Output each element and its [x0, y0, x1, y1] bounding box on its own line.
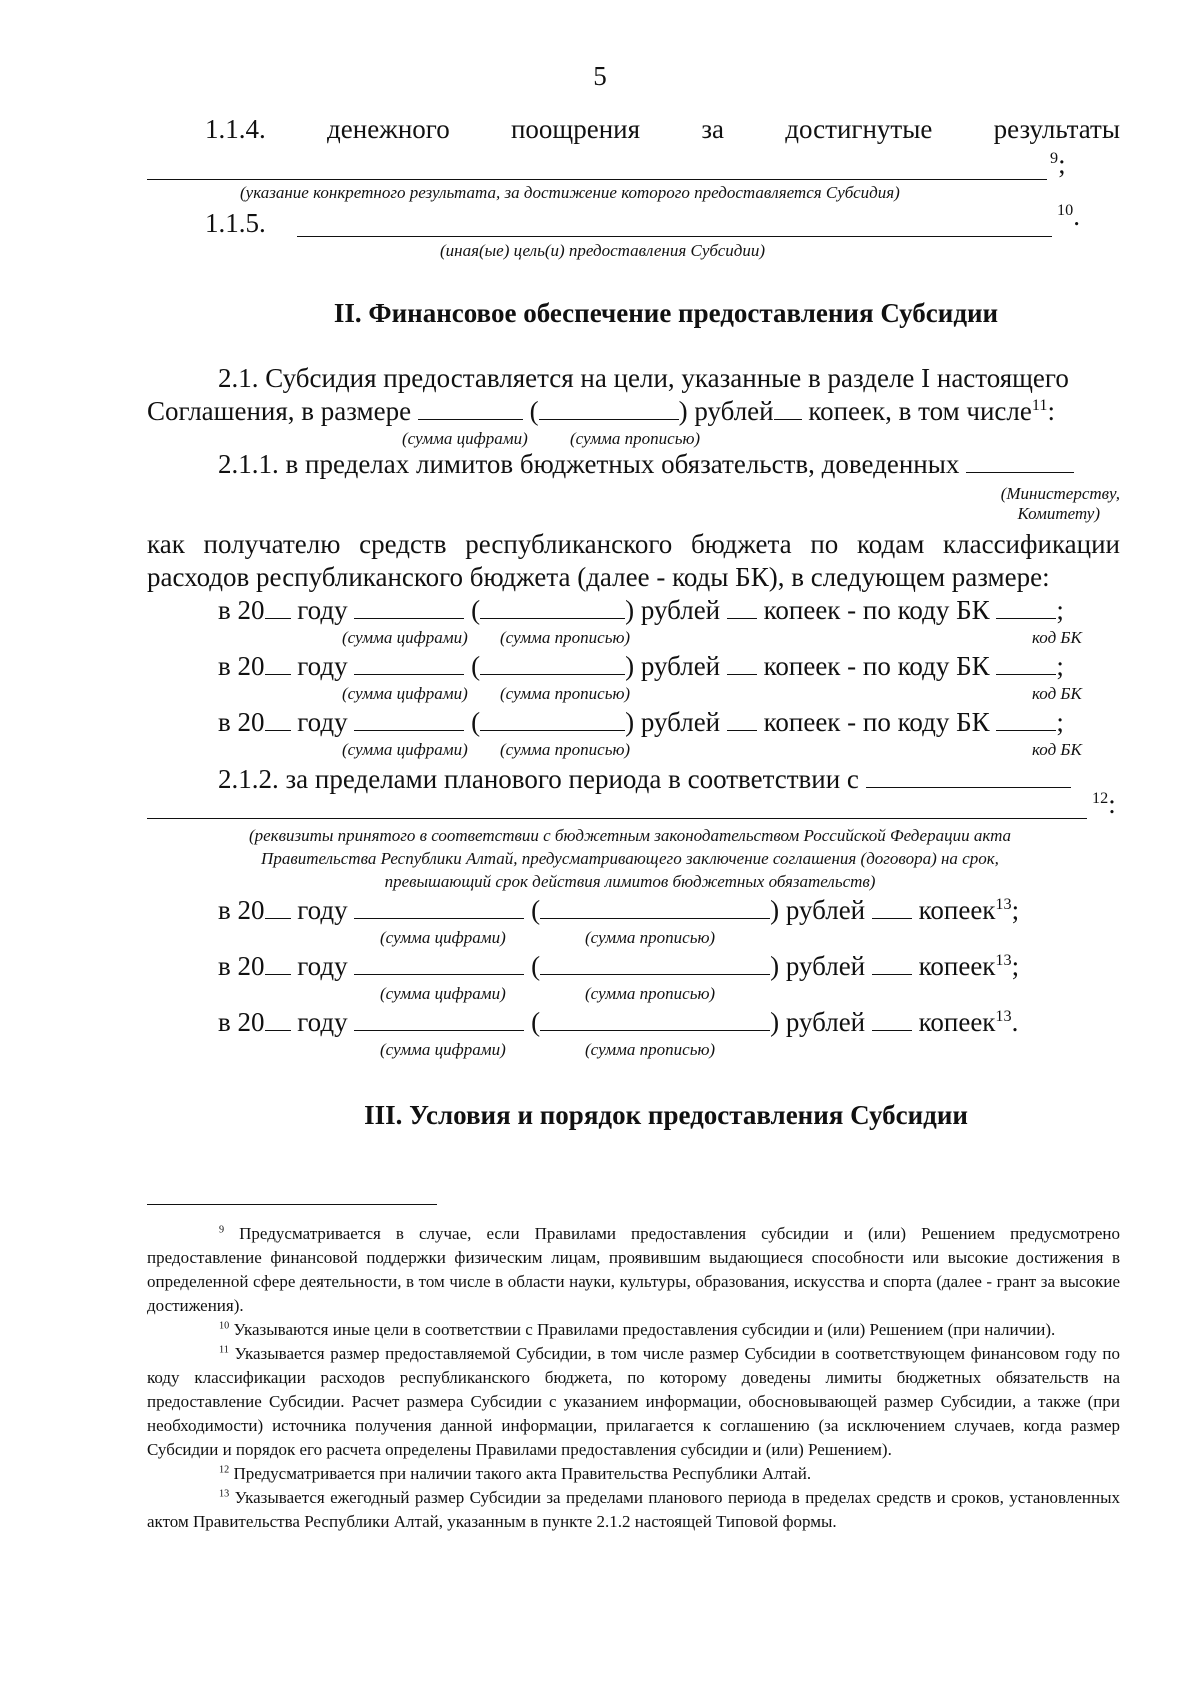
- superscript: 9: [1050, 149, 1059, 167]
- sum-digits-caption: (сумма цифрами): [342, 628, 468, 647]
- text: (: [531, 1007, 541, 1037]
- footnote-text: Предусматривается при наличии такого акта Правительства Республики Алтай.: [233, 1464, 812, 1483]
- punctuation: ;: [1056, 595, 1064, 625]
- text: году: [297, 1007, 348, 1037]
- punctuation: .: [1011, 1007, 1019, 1037]
- text: (: [471, 707, 481, 737]
- sum-words-blank: [540, 950, 770, 975]
- text: (: [531, 895, 541, 925]
- year-blank: [265, 894, 291, 919]
- sum-digits-caption: (сумма цифрами): [342, 684, 468, 703]
- footnote-11: [147, 1342, 1120, 1462]
- result-blank-line: [147, 179, 1047, 180]
- footnote-text: Указываются иные цели в соответствии с Правилами предоставления субсидии и (или) Решением (при наличии).: [233, 1320, 1056, 1339]
- text: (: [471, 595, 481, 625]
- bk-code-blank: [996, 594, 1056, 619]
- sum-digits-caption: (сумма цифрами): [380, 1040, 506, 1059]
- sum-words-caption: (сумма прописью): [585, 984, 716, 1003]
- section-3-title: III. Условия и порядок предоставления Субсидии: [364, 1100, 968, 1130]
- text: копеек, в том числе: [808, 396, 1032, 426]
- item-1-1-4-line: [205, 113, 1120, 145]
- text: ) рублей: [625, 595, 721, 625]
- text: в 20: [218, 595, 265, 625]
- punctuation: ;: [1011, 895, 1020, 925]
- text: в 20: [218, 895, 265, 925]
- year-row2-3: [218, 1006, 1018, 1038]
- sum-words-blank: [540, 1006, 770, 1031]
- footnote-number: 11: [219, 1344, 229, 1356]
- kopecks-blank: [727, 650, 757, 675]
- act-details-caption-1: (реквизиты принятого в соответствии с бюджетным законодательством Российской Федерации акта: [248, 826, 1012, 845]
- item-1-1-4-word: денежного: [327, 114, 450, 144]
- sum-words-blank: [480, 650, 625, 675]
- text: ) рублей: [770, 1007, 866, 1037]
- ministry-caption-1: (Министерству,: [1000, 484, 1120, 503]
- sum-digits-caption: (сумма цифрами): [402, 429, 528, 448]
- sum-words-blank: [540, 894, 770, 919]
- sum-words-caption: (сумма прописью): [585, 928, 716, 947]
- footnote-text: Предусматривается в случае, если Правилами предоставления субсидии и (или) Решением предусмотрено предоставление финансовой поддержки физическим лицам, проявившим выдающиеся способности или высокие достижения в определенной сфере деятельности, в том числе в области науки, культуры, образования, искусства и спорта (далее - грант за высокие достижения).: [147, 1224, 1121, 1315]
- kopecks-blank: [872, 1006, 912, 1031]
- p2-1-line2: [147, 395, 1055, 427]
- superscript: 13: [995, 951, 1012, 969]
- footnote-text: Указывается размер предоставляемой Субсидии, в том числе размер Субсидии в соответствующем финансовом году по коду классификации расходов республиканского бюджета, по которому доведены лимиты бюджетных обязательств на предоставление Субсидии. Расчет размера Субсидии с указанием информации, обосновывающей размер Субсидии, а также (при необходимости) источника получения данной информации, прилагается к соглашению (за исключением случаев, когда размер Субсидии и порядок его расчета определены Правилами предоставления субсидии и (или) Решением).: [147, 1344, 1120, 1459]
- footnote-ref-9: [1050, 148, 1066, 180]
- sum-digits-blank: [354, 594, 464, 619]
- text: (: [531, 951, 541, 981]
- year-row-1: [218, 594, 1064, 626]
- superscript: 10: [1057, 201, 1074, 219]
- p2-1-line1: 2.1. Субсидия предоставляется на цели, указанные в разделе I настоящего: [218, 363, 1069, 393]
- text: копеек: [918, 951, 996, 981]
- punctuation: :: [1108, 789, 1116, 819]
- item-1-1-4-word: достигнутые: [785, 114, 933, 144]
- sum-words-blank: [539, 395, 679, 420]
- footnote-separator: [147, 1204, 437, 1205]
- kopecks-blank: [774, 395, 802, 420]
- footnotes: [147, 1222, 1120, 1534]
- text: ) рублей: [625, 651, 721, 681]
- bk-code-caption: код БК: [1032, 628, 1082, 647]
- punctuation: :: [1047, 396, 1055, 426]
- item-1-1-4-word: результаты: [993, 114, 1120, 144]
- kopecks-blank: [872, 950, 912, 975]
- text: году: [297, 707, 348, 737]
- sum-words-caption: (сумма прописью): [500, 740, 631, 759]
- punctuation: ;: [1056, 707, 1064, 737]
- item-1-1-4-word: поощрения: [510, 114, 641, 144]
- superscript: 12: [1092, 789, 1109, 807]
- sum-digits-blank: [354, 894, 524, 919]
- sum-words-caption: (сумма прописью): [500, 684, 631, 703]
- text: ) рублей: [770, 895, 866, 925]
- text: в 20: [218, 1007, 265, 1037]
- sum-digits-blank: [354, 706, 464, 731]
- text: ) рублей: [770, 951, 866, 981]
- text: 2.1.2. за пределами планового периода в соответствии с: [218, 764, 859, 794]
- item-1-1-5-number: 1.1.5.: [205, 208, 266, 238]
- text: в 20: [218, 651, 265, 681]
- sum-digits-blank: [354, 950, 524, 975]
- act-details-blank: [866, 763, 1071, 788]
- act-details-caption-2: Правительства Республики Алтай, предусматривающего заключение соглашения (договора) на срок,: [261, 849, 999, 868]
- text: копеек - по коду БК: [763, 651, 990, 681]
- text: году: [297, 595, 348, 625]
- footnote-number: 13: [219, 1488, 230, 1500]
- other-goal-caption: (иная(ые) цель(и) предоставления Субсидии): [440, 241, 766, 260]
- p2-1-2-line1: [218, 763, 1071, 795]
- bk-code-caption: код БК: [1032, 684, 1082, 703]
- footnote-12: [147, 1462, 1120, 1486]
- year-row2-2: [218, 950, 1019, 982]
- kopecks-blank: [727, 594, 757, 619]
- text: копеек - по коду БК: [763, 707, 990, 737]
- item-1-1-4-word: за: [701, 114, 724, 144]
- sum-digits-blank: [354, 650, 464, 675]
- ministry-caption-2: Комитету): [1017, 504, 1100, 523]
- year-row-2: [218, 650, 1064, 682]
- text: (: [529, 396, 539, 426]
- text: копеек - по коду БК: [763, 595, 990, 625]
- footnote-text: Указывается ежегодный размер Субсидии за пределами планового периода в пределах средств и сроков, установленных актом Правительства Республики Алтай, указанным в пункте 2.1.2 настоящей Типовой формы.: [147, 1488, 1120, 1531]
- page-number: 5: [593, 61, 607, 91]
- sum-words-caption: (сумма прописью): [570, 429, 701, 448]
- sum-words-caption: (сумма прописью): [500, 628, 631, 647]
- text: (: [471, 651, 481, 681]
- sum-digits-caption: (сумма цифрами): [380, 928, 506, 947]
- year-row2-1: [218, 894, 1019, 926]
- footnote-9: [147, 1222, 1120, 1318]
- sum-words-blank: [480, 594, 625, 619]
- bk-code-blank: [996, 706, 1056, 731]
- text: в 20: [218, 707, 265, 737]
- sum-digits-caption: (сумма цифрами): [342, 740, 468, 759]
- text: копеек: [918, 1007, 996, 1037]
- p2-1-1-line3: расходов республиканского бюджета (далее - коды БК), в следующем размере:: [147, 562, 1050, 592]
- p2-1-1-line2: как получателю средств республиканского бюджета по кодам классификации: [147, 529, 1120, 559]
- text: копеек: [918, 895, 996, 925]
- punctuation: .: [1073, 201, 1080, 231]
- bk-code-blank: [996, 650, 1056, 675]
- year-blank: [265, 706, 291, 731]
- year-blank: [265, 1006, 291, 1031]
- footnote-13: [147, 1486, 1120, 1534]
- sum-digits-blank: [418, 395, 523, 420]
- footnote-number: 9: [219, 1224, 225, 1236]
- kopecks-blank: [727, 706, 757, 731]
- year-row-3: [218, 706, 1064, 738]
- year-blank: [265, 650, 291, 675]
- punctuation: ;: [1011, 951, 1020, 981]
- other-goal-blank-line: [297, 236, 1052, 237]
- text: 2.1.1. в пределах лимитов бюджетных обязательств, доведенных: [218, 449, 960, 479]
- item-1-1-4-number: 1.1.4.: [205, 114, 266, 144]
- p2-1-1-line1: [218, 448, 1074, 480]
- superscript: 13: [995, 1007, 1012, 1025]
- footnote-number: 12: [219, 1464, 230, 1476]
- footnote-ref-12: [1092, 788, 1116, 820]
- text: ) рублей: [678, 396, 774, 426]
- sum-digits-caption: (сумма цифрами): [380, 984, 506, 1003]
- text: Соглашения, в размере: [147, 396, 412, 426]
- footnote-ref-10: [1057, 200, 1080, 232]
- punctuation: ;: [1058, 149, 1066, 179]
- year-blank: [265, 594, 291, 619]
- act-details-blank-line: [147, 818, 1087, 819]
- text: году: [297, 895, 348, 925]
- act-details-caption-3: превышающий срок действия лимитов бюджетных обязательств): [384, 872, 876, 891]
- kopecks-blank: [872, 894, 912, 919]
- footnote-10: [147, 1318, 1120, 1342]
- sum-words-caption: (сумма прописью): [585, 1040, 716, 1059]
- text: в 20: [218, 951, 265, 981]
- text: году: [297, 951, 348, 981]
- text: ) рублей: [625, 707, 721, 737]
- year-blank: [265, 950, 291, 975]
- sum-digits-blank: [354, 1006, 524, 1031]
- sum-words-blank: [480, 706, 625, 731]
- punctuation: ;: [1056, 651, 1064, 681]
- bk-code-caption: код БК: [1032, 740, 1082, 759]
- text: году: [297, 651, 348, 681]
- superscript: 13: [995, 895, 1012, 913]
- footnote-number: 10: [219, 1320, 230, 1332]
- ministry-blank: [966, 448, 1074, 473]
- superscript: 11: [1031, 396, 1048, 414]
- result-caption: (указание конкретного результата, за достижение которого предоставляется Субсидия): [240, 183, 900, 202]
- section-2-title: II. Финансовое обеспечение предоставления Субсидии: [333, 298, 999, 328]
